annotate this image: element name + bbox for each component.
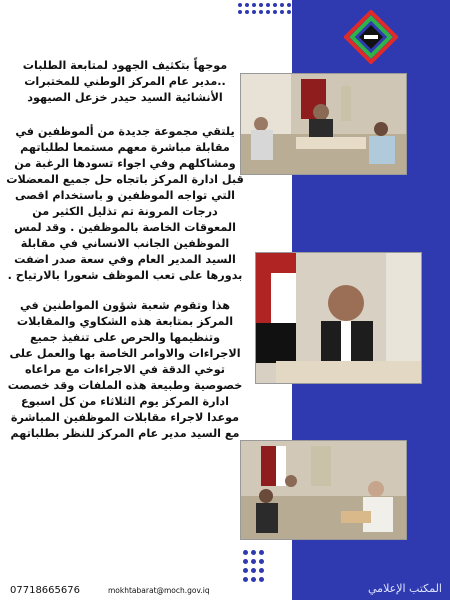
footer-phone: 07718665676 [10, 585, 80, 596]
paragraph-1: يلتقي مجموعة جديدة من ألموظفين في مقابلة مباشرة معهم مستمعا لطلباتهم ومشاكلهم وفي اجواء تسودها الرغبة من قبل ادارة المركز باتجاه حل جميع المعضلات التي تواجه الموظفين و باستخدام اقصى درجات المرونة تم تذليل الكثير من المعوقات الخاصة بالموظفين . وقد لمس الموظفين الجانب الانساني في مقابلة السيد المدير العام وفي سعة صدر اضفت بدورها على تعب الموظف شعورا بالارتياح . [6, 125, 244, 282]
meeting-photo-1 [240, 73, 407, 175]
headline-line-1: موجهاً بتكثيف الجهود لمتابعة الطلبات [22, 59, 228, 72]
headline-line-2: ..مدير عام المركز الوطني للمختبرات [24, 75, 226, 88]
footer-office-label: المكتب الإعلامي [368, 582, 442, 595]
footer-email[interactable]: mokhtabarat@moch.gov.iq [108, 586, 210, 595]
decorative-dots-bottom [243, 550, 263, 582]
headline-line-3: الأنشائية السيد حيدر خزعل الصيهود [27, 91, 223, 104]
article-body [5, 58, 245, 456]
paragraph-2: هذا وتقوم شعبة شؤون المواطنين في المركز بمتابعة هذه الشكاوي والمقابلات وتنظيمها والحرص على تنفيذ جميع الاجراءات والاوامر الخاصة بها والعمل على توخي الدقة في الاجراءات مع مراعاه خصوصية وطبيعة هذه الملفات وقد خصصت ادارة المركز يوم الثلاثاء من كل اسبوع موعدا لاجراء مقابلات الموظفين المباشرة مع السيد مدير عام المركز للنظر بطلباتهم [7, 299, 243, 440]
meeting-photo-2 [240, 440, 407, 540]
director-photo [255, 252, 422, 384]
ministry-logo-icon [344, 10, 398, 64]
headline [5, 58, 245, 106]
